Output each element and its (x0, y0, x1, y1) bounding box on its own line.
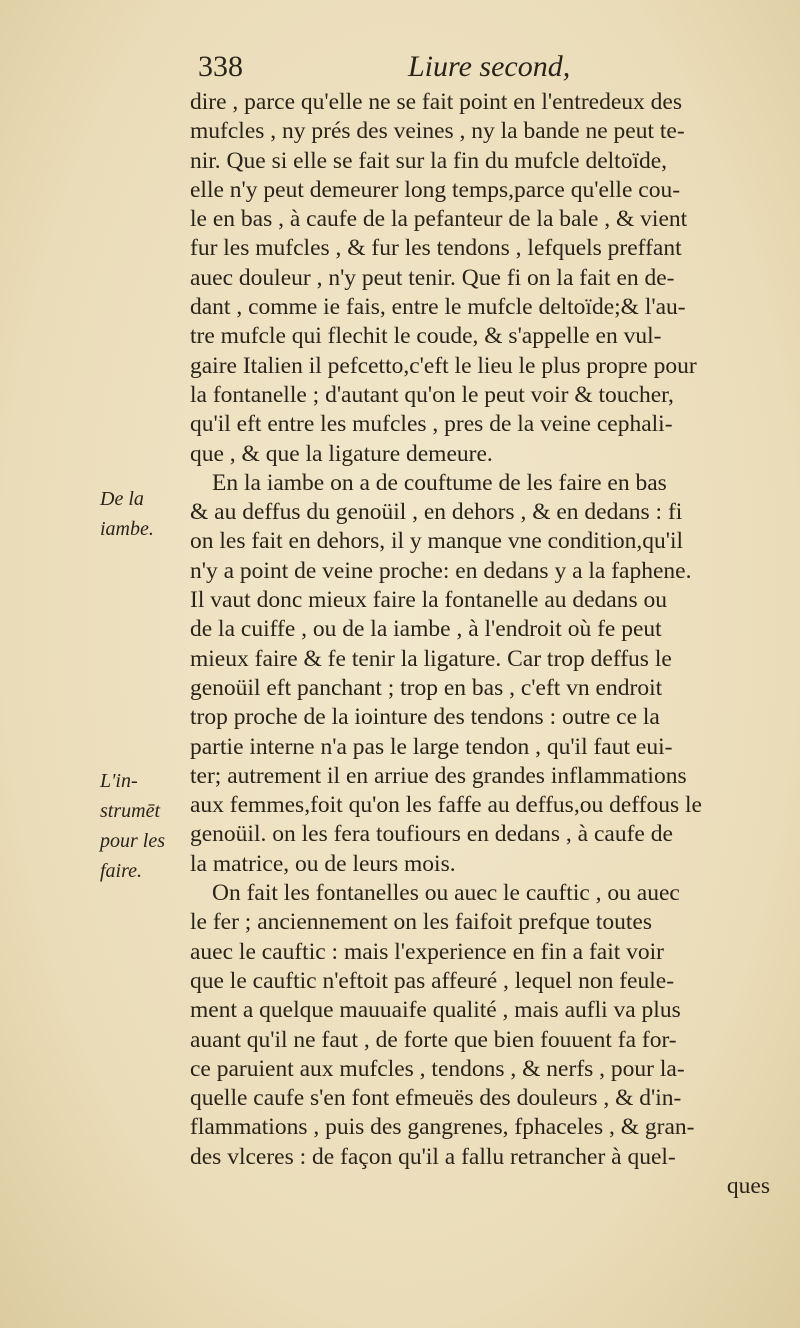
text-line: flammations , puis des gangrenes, fphaceles , & gran- (190, 1114, 695, 1141)
text-line: On fait les fontanelles ou auec le cauftic , ou auec (212, 880, 680, 907)
text-line: n'y a point de veine proche: en dedans y a la faphene. (190, 557, 692, 584)
margin-note-line: De la (100, 488, 144, 510)
margin-note-line: L'in- (100, 770, 138, 792)
text-line: auec le cauftic : mais l'experience en fin a fait voir (190, 938, 664, 965)
margin-note-iambe (100, 484, 185, 544)
text-line: dant , comme ie fais, entre le mufcle deltoïde;& l'au- (190, 294, 686, 321)
text-line: mieux faire & fe tenir la ligature. Car trop deffus le (190, 645, 672, 672)
body-text (190, 88, 770, 1201)
text-line: on les fait en dehors, il y manque vne condition,qu'il (190, 528, 684, 555)
text-line: genoüil. on les fera toufiours en dedans , à caufe de (190, 821, 673, 848)
text-line: dire , parce qu'elle ne se fait point en l'entredeux des (190, 89, 682, 115)
margin-note-line: faire. (100, 860, 143, 882)
text-line: de la cuiffe , ou de la iambe , à l'endroit où fe peut (190, 616, 662, 643)
text-line: partie interne n'a pas le large tendon , qu'il faut eui- (190, 733, 673, 760)
margin-note-instrument (100, 766, 185, 886)
running-title: Liure second, (408, 50, 571, 83)
text-line: fur les mufcles , & fur les tendons , lefquels preffant (190, 235, 682, 262)
text-line: nir. Que si elle se fait sur la fin du mufcle deltoïde, (190, 147, 668, 174)
text-line: qu'il eft entre les mufcles , pres de la veine cephali- (190, 411, 673, 438)
text-line: mufcles , ny prés des veines , ny la bande ne peut te- (190, 118, 685, 145)
text-line: la matrice, ou de leurs mois. (190, 850, 456, 877)
text-line: auec douleur , n'y peut tenir. Que fi on la fait en de- (190, 264, 675, 291)
text-line: ques (726, 1172, 770, 1199)
text-line: aux femmes,foit qu'on les faffe au deffus,ou deffous le (190, 792, 702, 819)
text-line: tre mufcle qui flechit le coude, & s'appelle en vul- (190, 323, 662, 350)
text-line: le en bas , à caufe de la pefanteur de la bale , & vient (190, 206, 688, 233)
text-line: En la iambe on a de couftume de les faire en bas (212, 469, 667, 496)
text-line: ce paruient aux mufcles , tendons , & nerfs , pour la- (190, 1055, 685, 1082)
text-line: la fontanelle ; d'autant qu'on le peut voir & toucher, (190, 381, 674, 408)
text-line: auant qu'il ne faut , de forte que bien fouuent fa for- (190, 1026, 677, 1053)
text-line: elle n'y peut demeurer long temps,parce qu'elle cou- (190, 176, 681, 203)
margin-note-line: pour les (100, 830, 165, 852)
page-number: 338 (198, 50, 243, 83)
text-line: ter; autrement il en arriue des grandes inflammations (190, 762, 687, 789)
text-line: gaire Italien il pefcetto,c'eft le lieu le plus propre pour (190, 352, 697, 379)
text-line: que le cauftic n'eftoit pas affeuré , lequel non feule- (190, 967, 675, 994)
margin-note-line: strumēt (100, 800, 160, 822)
margin-note-line: iambe. (100, 518, 154, 540)
text-line: que , & que la ligature demeure. (190, 440, 493, 467)
text-line: Il vaut donc mieux faire la fontanelle au dedans ou (190, 587, 667, 614)
page-header (198, 50, 618, 90)
text-line: des vlceres : de façon qu'il a fallu retrancher à quel- (190, 1143, 676, 1170)
text-line: ment a quelque mauuaife qualité , mais aufli va plus (190, 997, 681, 1024)
text-line: quelle caufe s'en font efmeuës des douleurs , & d'in- (190, 1085, 682, 1112)
text-line: & au deffus du genoüil , en dehors , & en dedans : fi (190, 499, 683, 526)
text-line: genoüil eft panchant ; trop en bas , c'eft vn endroit (190, 674, 663, 701)
text-line: trop proche de la iointure des tendons : outre ce la (190, 704, 660, 731)
text-line: le fer ; anciennement on les faifoit prefque toutes (190, 909, 652, 936)
